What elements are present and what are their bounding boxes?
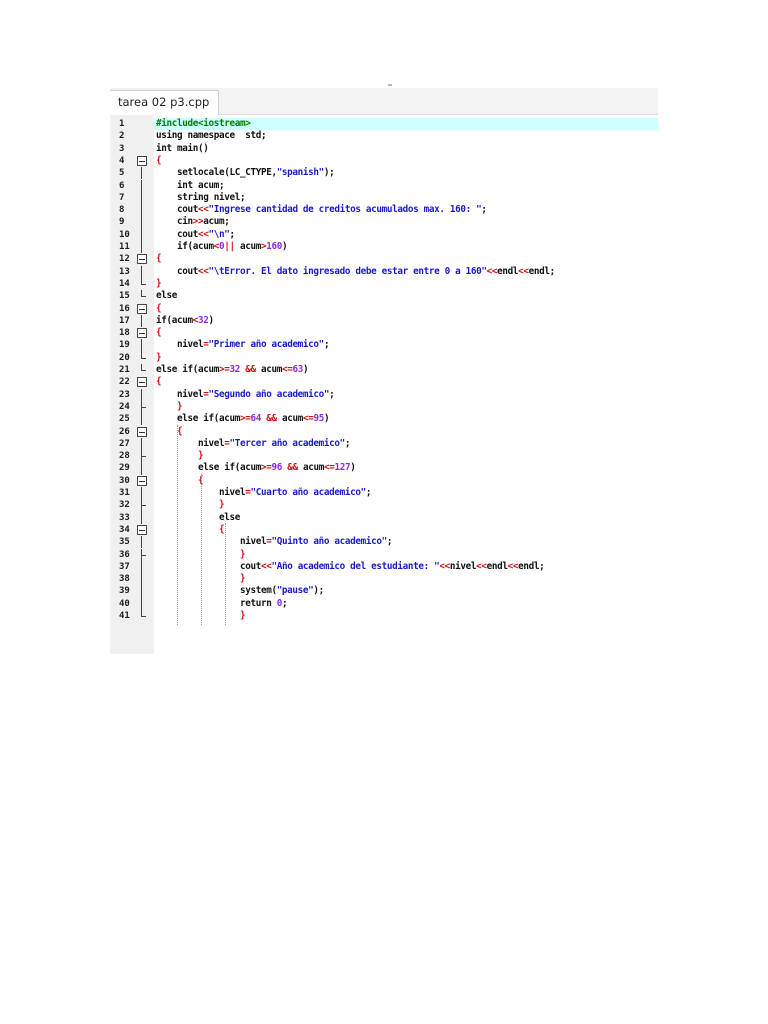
line-number: 12 (119, 254, 130, 265)
code-line[interactable] (110, 167, 658, 179)
code-token-operator: >= (239, 413, 251, 425)
code-editor-window (110, 88, 658, 654)
fold-guide-line (141, 585, 142, 597)
code-line[interactable] (110, 487, 658, 499)
code-token-string: "\tError. El dato ingresado debe estar entre 0 a 160" (208, 265, 487, 277)
code-token-plain: endl; (528, 265, 555, 277)
line-code (156, 364, 308, 376)
line-code (156, 475, 203, 487)
code-token-plain: nivel (156, 339, 204, 351)
line-number: 32 (119, 500, 130, 511)
fold-guide-line (141, 180, 142, 192)
fold-guide-line (141, 598, 142, 610)
line-number: 3 (119, 143, 125, 154)
code-token-plain: ); (323, 167, 335, 179)
line-code (156, 524, 224, 536)
code-token-plain: endl (497, 265, 519, 277)
code-token-plain: cout (156, 204, 198, 216)
code-token-operator: = (224, 437, 230, 449)
code-token-preprocessor: #include<iostream> (156, 118, 251, 129)
line-code (156, 180, 224, 192)
line-number: 21 (119, 365, 130, 375)
line-number: 8 (119, 205, 125, 216)
code-token-operator: { (156, 327, 162, 339)
code-line[interactable] (110, 130, 658, 142)
code-token-operator: << (197, 204, 209, 216)
code-token-plain: ) (302, 364, 309, 375)
line-code (156, 512, 240, 524)
fold-guide-line (141, 413, 142, 425)
line-number: 25 (119, 414, 130, 425)
code-token-plain: if(acum (156, 314, 193, 326)
fold-guide-line (141, 487, 142, 499)
code-token-operator: } (156, 548, 246, 560)
code-token-operator: << (518, 265, 529, 277)
fold-collapse-icon[interactable] (137, 525, 147, 535)
code-token-plain: acum; (203, 216, 230, 228)
code-line[interactable] (110, 438, 658, 450)
code-line[interactable] (110, 512, 658, 524)
code-line[interactable] (110, 573, 658, 585)
code-token-number: 64 (250, 413, 261, 425)
code-token-operator: = (203, 388, 209, 400)
code-token-plain: cout (156, 265, 198, 277)
fold-guide-line (141, 573, 142, 585)
code-token-plain: endl (486, 560, 508, 572)
code-line[interactable] (110, 598, 658, 610)
line-code (156, 585, 324, 597)
code-token-string: "Tercer año academico" (229, 437, 345, 449)
line-code (156, 487, 371, 499)
line-number: 31 (119, 488, 130, 498)
code-token-plain: acum (234, 241, 261, 252)
code-line[interactable] (110, 585, 658, 597)
code-token-operator: { (156, 425, 183, 437)
line-number: 6 (119, 180, 125, 191)
line-code (156, 327, 161, 339)
code-line[interactable] (110, 241, 658, 253)
code-token-plain: cin (156, 216, 193, 228)
line-code (156, 438, 350, 450)
line-number: 15 (119, 291, 130, 302)
line-number: 20 (119, 352, 130, 363)
code-token-number: 63 (292, 364, 303, 375)
code-token-plain: else if(acum (156, 413, 240, 425)
code-token-plain: ; (329, 388, 335, 400)
fold-guide-line (141, 167, 142, 179)
code-line[interactable] (110, 475, 658, 487)
code-line[interactable] (110, 561, 658, 573)
code-token-operator: > (260, 241, 267, 252)
fold-end-marker (141, 610, 142, 617)
line-code (156, 339, 329, 351)
fold-guide-line (141, 536, 142, 548)
code-token-operator: } (156, 610, 246, 621)
code-line[interactable] (110, 364, 658, 376)
fold-collapse-icon[interactable] (137, 304, 147, 314)
line-number: 9 (119, 217, 125, 228)
code-token-plain: ; (344, 437, 351, 449)
indent-guide (201, 474, 202, 626)
code-line[interactable] (110, 450, 658, 462)
code-token-plain: system( (156, 585, 277, 597)
line-code (156, 278, 161, 290)
line-number: 14 (119, 278, 130, 289)
code-token-plain: using namespace std; (156, 130, 267, 142)
line-code (156, 389, 334, 401)
code-line[interactable] (110, 180, 658, 192)
code-token-plain: ) (208, 314, 214, 326)
fold-guide-line (141, 512, 142, 524)
code-line[interactable] (110, 229, 658, 241)
code-token-operator: { (156, 376, 162, 388)
fold-guide-line (141, 389, 142, 401)
code-token-operator: } (156, 573, 246, 585)
code-line[interactable] (110, 143, 658, 155)
code-token-string: "Año academico del estudiante: " (271, 560, 440, 572)
code-line[interactable] (110, 266, 658, 278)
code-token-plain: cout (156, 228, 198, 240)
line-code (156, 290, 177, 302)
line-code (156, 167, 334, 179)
code-token-string: "Quinto año academico" (271, 536, 387, 548)
code-token-operator: <= (302, 413, 314, 425)
code-line[interactable] (110, 315, 658, 327)
code-token-plain: nivel (156, 388, 204, 400)
code-token-string: "Cuarto año academico" (250, 487, 366, 498)
fold-guide-line (141, 315, 142, 327)
fold-guide-line (141, 339, 142, 351)
code-token-operator: } (156, 400, 183, 412)
fold-guide-line (141, 266, 142, 278)
code-token-number: 127 (334, 462, 351, 474)
fold-end-marker (141, 278, 142, 285)
code-token-operator: << (507, 560, 519, 572)
code-token-operator: || (224, 241, 235, 252)
line-number: 4 (119, 155, 125, 166)
line-number: 37 (119, 561, 130, 572)
line-code (156, 143, 208, 155)
code-line[interactable] (110, 290, 658, 302)
code-token-plain: int acum; (156, 179, 225, 191)
code-line[interactable] (110, 216, 658, 228)
code-line[interactable] (110, 549, 658, 561)
line-number: 19 (119, 340, 130, 351)
code-line[interactable] (110, 401, 658, 413)
code-token-operator: } (156, 351, 162, 363)
line-number: 34 (119, 524, 130, 535)
line-code (156, 561, 544, 573)
code-token-plain: ) (350, 462, 356, 474)
line-code (156, 118, 250, 130)
fold-collapse-icon[interactable] (137, 377, 147, 387)
code-token-number: 160 (266, 241, 282, 252)
line-number: 26 (119, 426, 130, 437)
line-number: 29 (119, 463, 130, 474)
code-token-operator: { (156, 523, 225, 535)
line-number: 11 (119, 242, 130, 252)
line-code (156, 598, 287, 610)
code-token-number: 32 (197, 314, 209, 326)
code-line[interactable] (110, 278, 658, 290)
code-token-string: "Segundo año academico" (208, 388, 330, 400)
line-number: 33 (119, 512, 130, 523)
code-token-operator: = (245, 487, 251, 498)
line-number: 40 (119, 598, 130, 609)
code-line[interactable] (110, 339, 658, 351)
line-number: 2 (119, 131, 125, 142)
fold-guide-line (141, 438, 142, 450)
code-token-plain: nivel (156, 536, 267, 548)
window-top-marker (388, 84, 392, 86)
fold-guide-line (141, 462, 142, 474)
code-line[interactable] (110, 499, 658, 511)
indent-guide (177, 425, 178, 626)
line-number: 38 (119, 574, 130, 585)
fold-collapse-icon[interactable] (137, 427, 147, 437)
code-token-string: "spanish" (276, 167, 324, 179)
code-token-plain: ; (323, 339, 330, 351)
line-code (156, 192, 245, 204)
line-code (156, 216, 229, 228)
fold-guide-line (141, 241, 142, 253)
code-token-plain: ; (481, 204, 487, 216)
line-code (156, 266, 555, 278)
code-token-operator: = (203, 339, 209, 351)
code-token-plain: nivel (449, 560, 477, 572)
fold-guide-line (141, 561, 142, 573)
code-line[interactable] (110, 352, 658, 364)
tab-bar (110, 88, 658, 115)
code-token-plain: else if(acum (156, 462, 261, 474)
line-code (156, 253, 161, 265)
line-number: 7 (119, 192, 125, 203)
line-code (156, 229, 235, 241)
code-token-plain: ) (281, 241, 288, 252)
code-token-string: "\n" (208, 228, 230, 240)
code-token-plain: else (156, 511, 240, 523)
fold-guide-line (141, 499, 142, 511)
line-number: 36 (119, 549, 130, 560)
code-line[interactable] (110, 413, 658, 425)
line-number: 13 (119, 266, 130, 277)
line-number: 18 (119, 328, 130, 339)
code-token-plain: cout (156, 560, 261, 572)
code-token-operator: << (486, 265, 498, 277)
code-token-number: 0 (276, 597, 282, 609)
code-token-operator: } (156, 277, 162, 289)
code-token-plain: string nivel; (156, 191, 246, 203)
code-line[interactable] (110, 426, 658, 438)
line-code (156, 376, 161, 388)
code-token-plain: ) (323, 413, 330, 425)
fold-guide-line (141, 401, 142, 413)
code-line[interactable] (110, 536, 658, 548)
code-line[interactable] (110, 376, 658, 388)
code-token-operator: } (156, 499, 225, 511)
code-line[interactable] (110, 155, 658, 167)
code-line[interactable] (110, 118, 658, 130)
line-code (156, 303, 161, 315)
line-code (156, 130, 266, 142)
line-number: 28 (119, 451, 130, 462)
code-token-plain: acum (297, 462, 324, 474)
code-line[interactable] (110, 524, 658, 536)
code-token-operator: { (156, 302, 162, 314)
fold-guide-line (141, 192, 142, 204)
code-token-plain: if(acum (156, 241, 214, 252)
line-code (156, 536, 392, 548)
fold-collapse-icon[interactable] (137, 254, 147, 264)
code-token-operator: << (197, 265, 209, 277)
code-token-operator: << (260, 560, 272, 572)
fold-end-marker (141, 290, 142, 297)
line-code (156, 413, 329, 425)
code-token-string: "Primer año academico" (208, 339, 324, 351)
line-number: 16 (119, 303, 130, 314)
fold-guide-line (141, 204, 142, 216)
code-token-operator: && (287, 462, 298, 474)
code-line[interactable] (110, 253, 658, 265)
line-number: 24 (119, 401, 130, 412)
line-code (156, 352, 161, 364)
code-token-operator: << (476, 560, 487, 572)
line-code (156, 315, 214, 327)
code-token-operator: { (156, 154, 162, 166)
code-token-operator: << (439, 560, 450, 572)
line-code (156, 401, 182, 413)
code-token-plain: else if(acum (156, 364, 219, 375)
code-token-operator: && (245, 364, 256, 375)
code-token-operator: { (156, 253, 162, 265)
code-token-string: "pause" (276, 585, 314, 597)
line-code (156, 204, 487, 216)
fold-end-marker (141, 352, 142, 359)
code-token-string: "Ingrese cantidad de creditos acumulados max. 160: " (208, 204, 482, 216)
code-token-plain: return (156, 597, 277, 609)
fold-guide-line (141, 549, 142, 561)
code-token-operator: >> (192, 216, 204, 228)
code-token-operator: { (156, 474, 204, 486)
code-token-plain: nivel (156, 437, 225, 449)
fold-guide-line (141, 229, 142, 241)
code-token-plain: ; (281, 597, 288, 609)
line-number: 1 (119, 119, 125, 129)
code-token-operator: < (213, 241, 219, 252)
fold-guide-line (141, 216, 142, 228)
code-token-plain: ; (229, 228, 235, 240)
code-line[interactable] (110, 192, 658, 204)
code-token-number: 95 (313, 413, 324, 425)
code-token-operator: <= (281, 364, 293, 375)
line-number: 23 (119, 389, 130, 400)
code-line[interactable] (110, 389, 658, 401)
line-code (156, 462, 355, 474)
code-line[interactable] (110, 610, 658, 622)
line-number: 22 (119, 377, 130, 388)
fold-collapse-icon[interactable] (137, 328, 147, 338)
code-token-operator: <= (323, 462, 335, 474)
code-token-plain: int main() (156, 142, 209, 154)
code-line[interactable] (110, 204, 658, 216)
line-number: 27 (119, 438, 130, 449)
code-line[interactable] (110, 462, 658, 474)
code-token-operator: && (266, 413, 277, 425)
code-token-operator: } (156, 450, 204, 462)
code-token-plain: acum (276, 413, 303, 425)
fold-collapse-icon[interactable] (137, 156, 147, 166)
line-number: 35 (119, 537, 130, 548)
code-token-plain: ; (386, 536, 393, 548)
code-token-plain: else (156, 290, 177, 302)
line-code (156, 155, 161, 167)
code-token-plain: endl; (518, 560, 545, 572)
fold-end-marker (141, 364, 142, 371)
line-code (156, 450, 203, 462)
code-token-operator: >= (260, 462, 272, 474)
code-token-operator: << (197, 228, 209, 240)
fold-guide-line (141, 450, 142, 462)
line-number: 10 (119, 229, 130, 240)
code-token-plain: ); (313, 585, 324, 597)
code-token-operator: < (192, 314, 198, 326)
code-token-plain: nivel (156, 487, 246, 498)
code-token-number: 96 (271, 462, 282, 474)
code-token-number: 32 (229, 364, 240, 375)
line-number: 17 (119, 315, 130, 326)
code-token-plain: ; (365, 487, 372, 498)
line-number: 41 (119, 611, 130, 621)
fold-collapse-icon[interactable] (137, 476, 147, 486)
code-line[interactable] (110, 303, 658, 315)
code-token-plain: acum (255, 364, 282, 375)
line-code (156, 241, 287, 253)
line-number: 39 (119, 586, 130, 597)
code-token-operator: = (266, 536, 272, 548)
code-line[interactable] (110, 327, 658, 339)
code-token-number: 0 (218, 241, 225, 252)
line-number: 5 (119, 168, 125, 179)
line-number: 30 (119, 475, 130, 486)
tab-file[interactable]: tarea 02 p3.cpp (110, 90, 219, 115)
indent-guide (225, 523, 226, 625)
code-token-operator: >= (218, 364, 230, 375)
line-code (156, 426, 182, 438)
line-code (156, 499, 224, 511)
code-token-plain: setlocale(LC_CTYPE, (156, 167, 277, 179)
